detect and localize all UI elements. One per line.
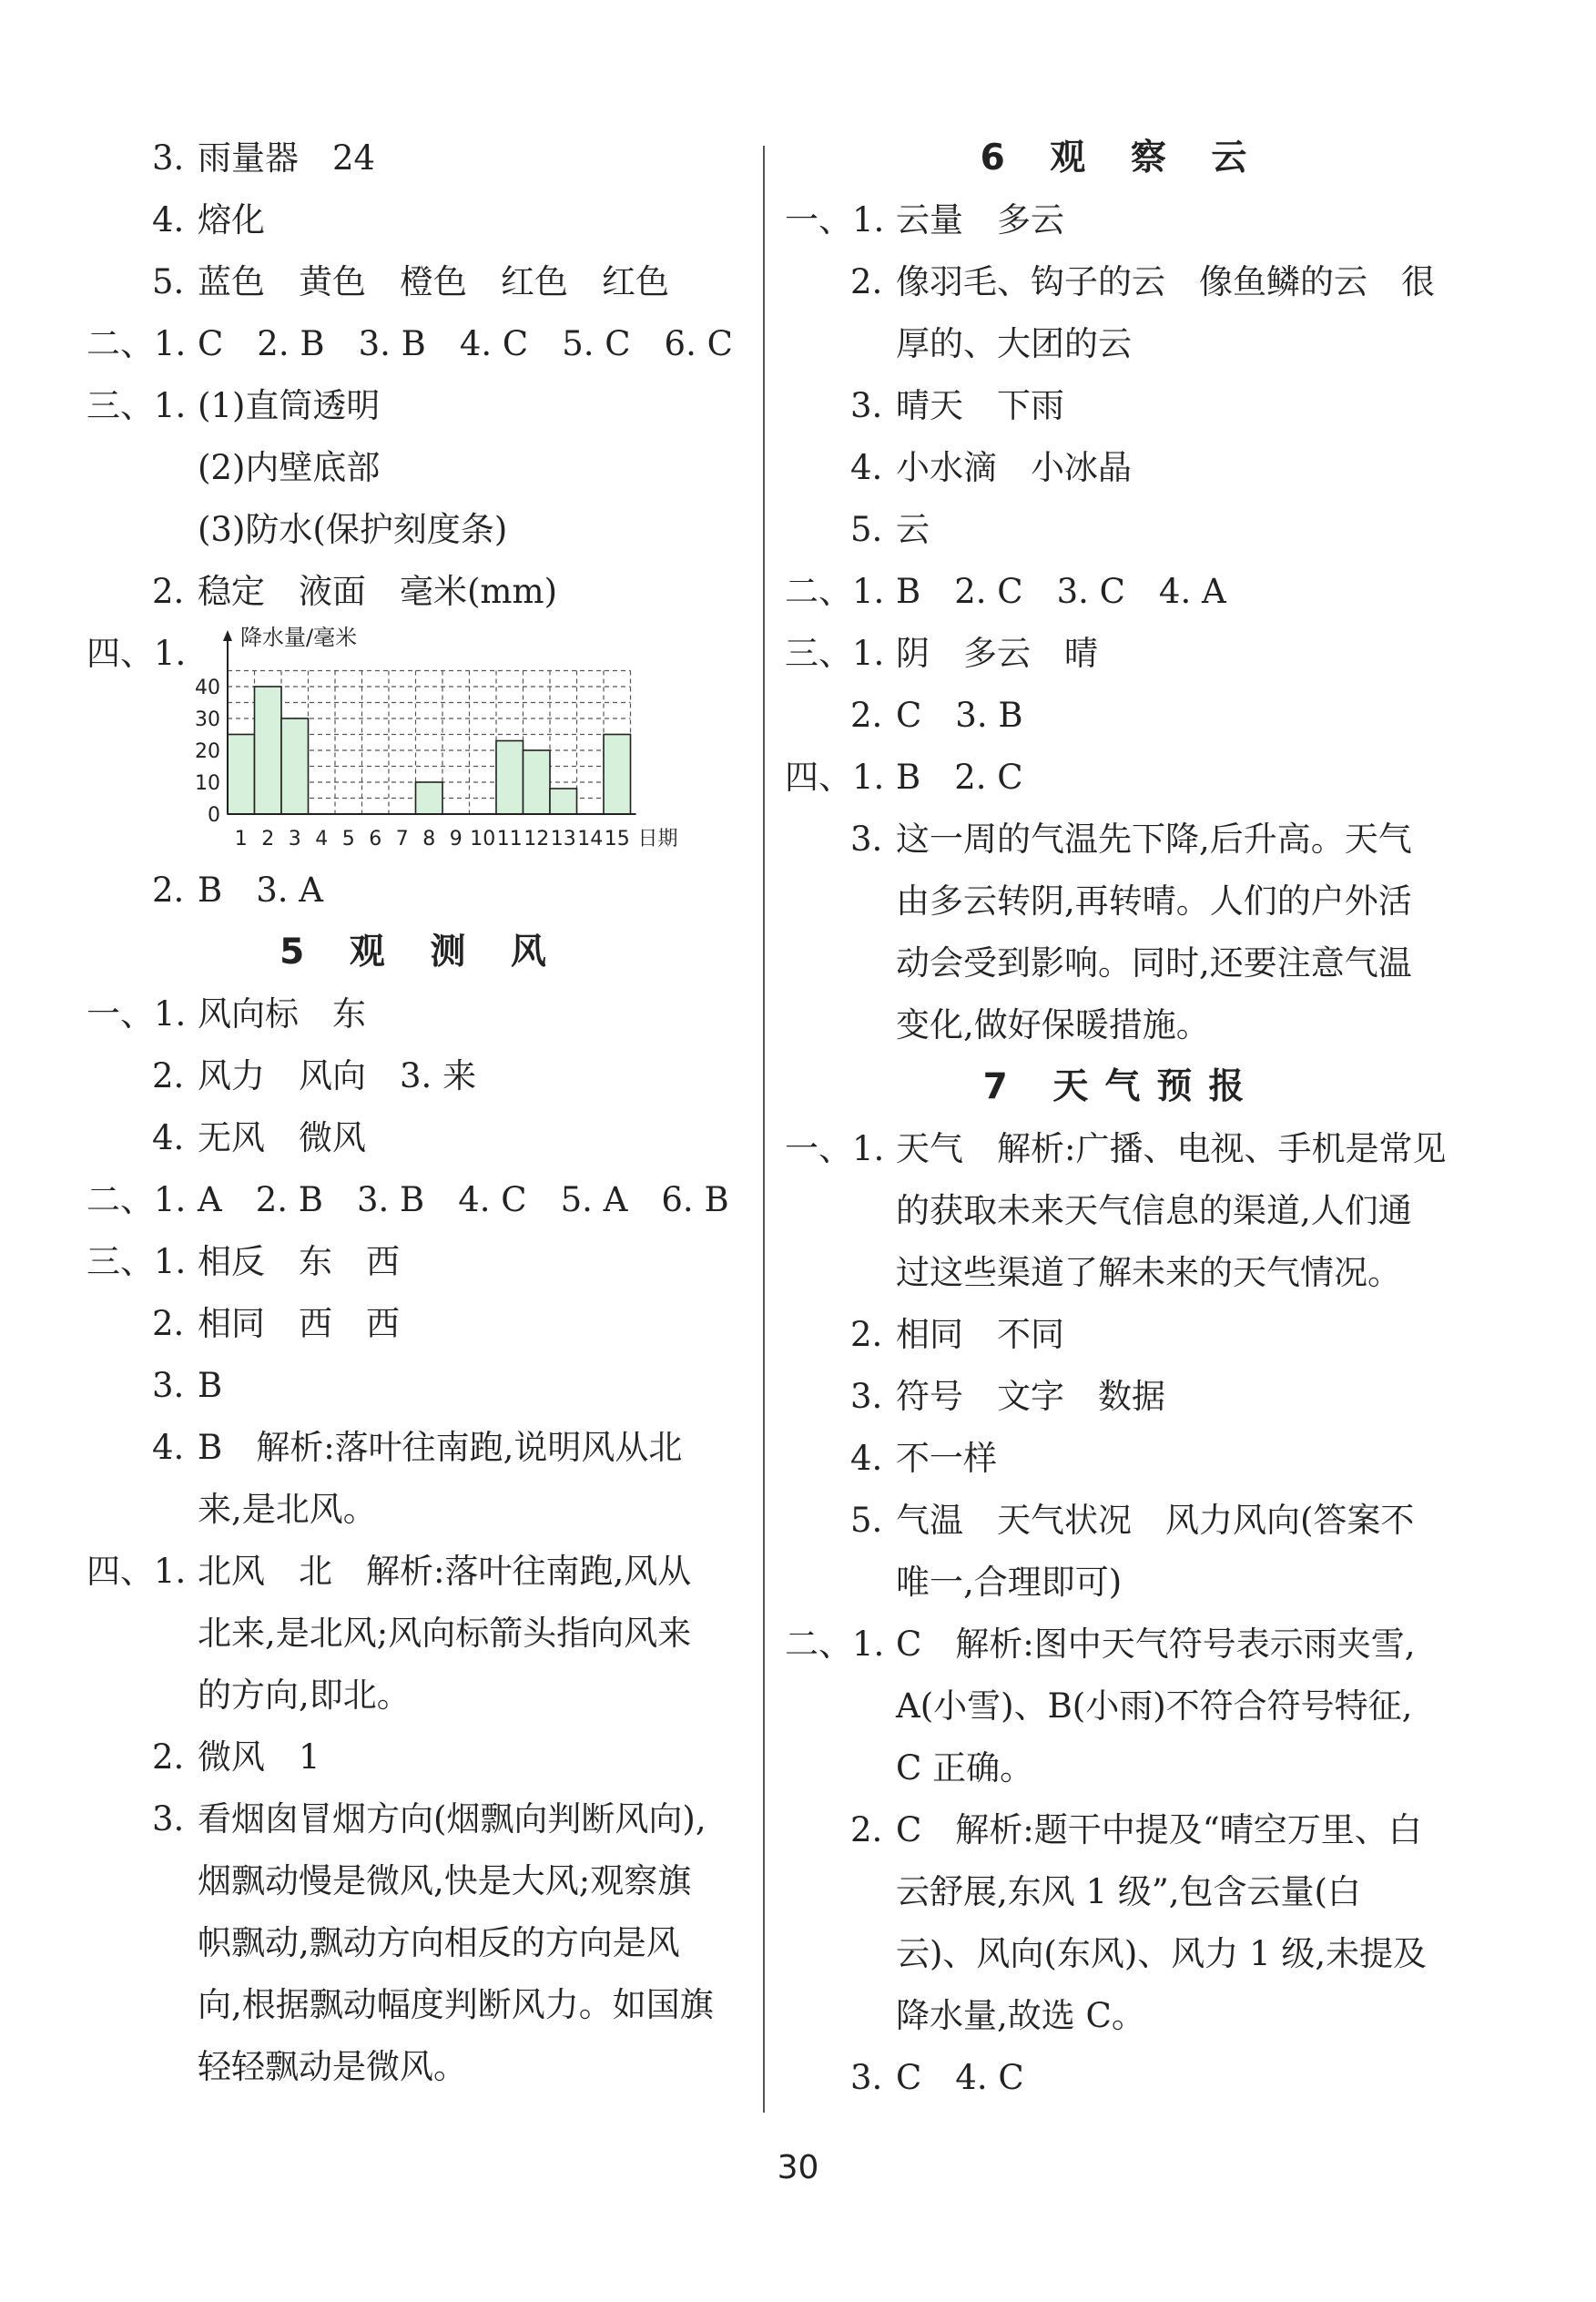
- answer-line: [785, 1180, 1459, 1242]
- answer-text: 云: [896, 510, 930, 549]
- answer-text: 晴天 下雨: [896, 386, 1064, 425]
- question-number: 2.: [850, 696, 883, 735]
- question-number: 2.: [850, 1315, 883, 1354]
- answer-text: 雨量器 24: [198, 138, 376, 178]
- question-number: 一、1.: [785, 200, 885, 239]
- answer-text: C 解析:题干中提及“晴空万里、白: [896, 1810, 1422, 1849]
- answer-text: 不一样: [896, 1439, 997, 1478]
- answer-line: [785, 1799, 1459, 1861]
- answer-text: B 3. A: [198, 871, 323, 910]
- answer-line: [86, 499, 756, 561]
- chart-question-number: 四、1.: [86, 634, 187, 673]
- answer-text: 变化,做好保暖措施。: [896, 1005, 1210, 1044]
- answer-text: (1)直筒透明: [198, 386, 381, 425]
- answer-line: [86, 860, 756, 922]
- bar-day-2: [255, 687, 282, 814]
- answer-text: 相同 不同: [896, 1315, 1064, 1354]
- x-tick-label: 2: [261, 828, 275, 851]
- answer-line: [785, 1985, 1459, 2047]
- right-column: [785, 127, 1459, 2109]
- answer-text: 动会受到影响。同时,还要注意气温: [896, 943, 1412, 983]
- question-number: 三、1.: [785, 634, 885, 673]
- answer-line: [86, 189, 756, 251]
- answer-line: [86, 1912, 756, 1974]
- y-tick-label: 20: [195, 740, 220, 763]
- left-answers-part2: [86, 860, 756, 922]
- question-number: 四、1.: [785, 758, 885, 797]
- y-tick-label: 10: [195, 772, 220, 795]
- x-tick-label: 12: [524, 828, 550, 851]
- answer-line: [785, 1118, 1459, 1180]
- answer-text: 厚的、大团的云: [896, 324, 1132, 363]
- question-number: 2.: [152, 1304, 185, 1343]
- question-number: 4.: [850, 448, 883, 487]
- question-number: 一、1.: [785, 1129, 885, 1168]
- answer-line: [785, 1490, 1459, 1552]
- y-tick-label: 30: [195, 708, 220, 731]
- answer-line: [785, 189, 1459, 251]
- answer-line: [785, 499, 1459, 561]
- question-number: 3.: [850, 820, 883, 859]
- answer-text: 风向标 东: [198, 994, 366, 1034]
- answer-line: [785, 1242, 1459, 1304]
- answer-text: 符号 文字 数据: [896, 1377, 1165, 1416]
- answer-line: [86, 1231, 756, 1293]
- answer-text: 风力 风向 3. 来: [198, 1056, 477, 1095]
- answer-line: [86, 127, 756, 189]
- answer-text: 蓝色 黄色 橙色 红色 红色: [198, 262, 669, 301]
- answer-line: [785, 809, 1459, 871]
- answer-line: [785, 1614, 1459, 1676]
- question-number: 二、1.: [86, 1180, 187, 1219]
- question-number: 5.: [850, 510, 883, 549]
- x-tick-label: 11: [496, 828, 523, 851]
- answer-line: [785, 871, 1459, 932]
- answer-line: [785, 437, 1459, 499]
- question-number: 2.: [152, 871, 185, 910]
- y-axis-arrow: [223, 630, 232, 641]
- answer-line: [785, 2047, 1459, 2109]
- answer-line: [86, 1788, 756, 1850]
- answer-text: A(小雪)、B(小雨)不符合符号特征,: [896, 1686, 1413, 1726]
- answer-text: 稳定 液面 毫米(mm): [198, 572, 558, 611]
- answer-text: 相同 西 西: [198, 1304, 400, 1343]
- answer-text: B 2. C: [896, 758, 1023, 797]
- answer-text: 相反 东 西: [198, 1242, 400, 1281]
- answer-text: C 解析:图中天气符号表示雨夹雪,: [896, 1625, 1416, 1664]
- answer-line: [785, 1676, 1459, 1737]
- section-heading-weather-forecast: 7 天气预报: [982, 1066, 1261, 1107]
- answer-text: 看烟囱冒烟方向(烟飘向判断风向),: [198, 1799, 707, 1839]
- answer-line: [785, 1428, 1459, 1490]
- answer-line: [86, 2036, 756, 2098]
- answer-line: [785, 1861, 1459, 1923]
- answer-text: (2)内壁底部: [198, 448, 381, 487]
- answer-line: [86, 1479, 756, 1541]
- answer-text: 云舒展,东风 1 级”,包含云量(白: [896, 1872, 1361, 1911]
- answer-text: 小水滴 小冰晶: [896, 448, 1132, 487]
- answer-text: (3)防水(保护刻度条): [198, 510, 508, 549]
- x-tick-label: 15: [604, 828, 630, 851]
- answer-text: 向,根据飘动幅度判断风力。如国旗: [198, 1985, 714, 2024]
- answer-text: 北来,是北风;风向标箭头指向风来: [198, 1614, 692, 1653]
- answer-text: B: [198, 1366, 223, 1405]
- answer-line: [86, 1603, 756, 1665]
- answer-text: C 2. B 3. B 4. C 5. C 6. C: [198, 324, 733, 363]
- answer-text: B 解析:落叶往南跑,说明风从北: [198, 1428, 683, 1467]
- x-tick-label: 10: [470, 828, 496, 851]
- answer-text: 过这些渠道了解未来的天气情况。: [896, 1253, 1401, 1292]
- y-tick-label: 40: [195, 677, 220, 699]
- answer-line: [86, 251, 756, 313]
- answer-text: 帜飘动,飘动方向相反的方向是风: [198, 1923, 680, 1962]
- answer-line: [86, 437, 756, 499]
- answer-text: 云)、风向(东风)、风力 1 级,未提及: [896, 1934, 1428, 1973]
- question-number: 2.: [152, 1056, 185, 1095]
- answer-line: [785, 1366, 1459, 1428]
- question-number: 3.: [850, 2058, 883, 2097]
- left-answers-part3: [86, 983, 756, 2098]
- answer-text: C 4. C: [896, 2058, 1024, 2097]
- answer-line: [86, 313, 756, 375]
- answer-text: 微风 1: [198, 1737, 320, 1777]
- answer-text: 这一周的气温先下降,后升高。天气: [896, 820, 1412, 859]
- section-heading-observe-wind: 5 观 测 风: [280, 932, 563, 973]
- x-tick-label: 4: [315, 828, 329, 851]
- answer-text: 阴 多云 晴: [896, 634, 1098, 673]
- answer-line: [785, 313, 1459, 375]
- answer-text: 烟飘动慢是微风,快是大风;观察旗: [198, 1861, 692, 1900]
- question-number: 2.: [850, 262, 883, 301]
- answer-line: [785, 1923, 1459, 1985]
- answer-text: 降水量,故选 C。: [896, 1996, 1145, 2035]
- answer-text: 熔化: [198, 200, 265, 239]
- x-tick-label: 14: [577, 828, 604, 851]
- precipitation-chart-row: [86, 623, 756, 860]
- page-number: 30: [777, 2149, 819, 2186]
- x-tick-label: 6: [369, 828, 382, 851]
- answer-line: [86, 1541, 756, 1603]
- answer-line: [785, 685, 1459, 747]
- answer-text: 唯一,合理即可): [896, 1563, 1123, 1602]
- question-number: 一、1.: [86, 994, 187, 1034]
- answer-line: [785, 623, 1459, 685]
- question-number: 三、1.: [86, 1242, 187, 1281]
- question-number: 4.: [152, 200, 185, 239]
- bar-day-15: [604, 735, 631, 815]
- answer-text: 轻轻飘动是微风。: [198, 2047, 467, 2086]
- question-number: 三、1.: [86, 386, 187, 425]
- question-number: 5.: [152, 262, 185, 301]
- left-column: [86, 127, 756, 2098]
- x-tick-label: 9: [449, 828, 463, 851]
- answer-line: [86, 983, 756, 1045]
- answer-line: [785, 932, 1459, 994]
- answer-text: 的获取未来天气信息的渠道,人们通: [896, 1191, 1412, 1230]
- answer-line: [86, 1355, 756, 1417]
- bar-day-1: [228, 735, 255, 815]
- answer-line: [785, 1304, 1459, 1366]
- answer-line: [86, 561, 756, 623]
- question-number: 二、1.: [785, 1625, 885, 1664]
- bar-day-13: [550, 789, 577, 814]
- answer-text: 北风 北 解析:落叶往南跑,风从: [198, 1552, 692, 1591]
- right-answers-part1: [785, 189, 1459, 1056]
- answer-text: A 2. B 3. B 4. C 5. A 6. B: [198, 1180, 729, 1219]
- x-tick-label: 3: [288, 828, 301, 851]
- answer-line: [785, 251, 1459, 313]
- question-number: 4.: [850, 1439, 883, 1478]
- column-divider: [763, 146, 765, 2113]
- answer-text: C 正确。: [896, 1748, 1034, 1788]
- x-tick-label: 1: [234, 828, 248, 851]
- question-number: 3.: [152, 1799, 185, 1839]
- answer-line: [86, 375, 756, 437]
- answer-text: 由多云转阴,再转晴。人们的户外活: [896, 881, 1412, 921]
- answer-line: [86, 1107, 756, 1169]
- answer-line: [86, 1169, 756, 1231]
- answer-text: 的方向,即北。: [198, 1676, 411, 1715]
- answer-text: 来,是北风。: [198, 1490, 377, 1529]
- answer-line: [785, 561, 1459, 623]
- answer-text: 天气 解析:广播、电视、手机是常见: [896, 1129, 1447, 1168]
- question-number: 2.: [850, 1810, 883, 1849]
- question-number: 2.: [152, 572, 185, 611]
- answer-line: [86, 1045, 756, 1107]
- answer-line: [785, 375, 1459, 437]
- question-number: 4.: [152, 1428, 185, 1467]
- question-number: 3.: [850, 386, 883, 425]
- question-number: 3.: [850, 1377, 883, 1416]
- x-tick-label: 5: [341, 828, 355, 851]
- section-heading-observe-clouds: 6 观 察 云: [980, 138, 1264, 178]
- answer-text: 气温 天气状况 风力风向(答案不: [896, 1501, 1415, 1540]
- bar-day-8: [416, 782, 443, 814]
- answer-text: B 2. C 3. C 4. A: [896, 572, 1226, 611]
- x-axis-label: 日期: [637, 828, 678, 851]
- answer-line: [785, 1737, 1459, 1799]
- answer-line: [785, 747, 1459, 809]
- question-number: 2.: [152, 1737, 185, 1777]
- answer-line: [785, 994, 1459, 1056]
- question-number: 四、1.: [86, 1552, 187, 1591]
- question-number: 4.: [152, 1118, 185, 1157]
- question-number: 二、1.: [785, 572, 885, 611]
- bar-day-12: [524, 750, 551, 814]
- question-number: 5.: [850, 1501, 883, 1540]
- y-tick-label: 0: [208, 804, 220, 827]
- answer-text: 云量 多云: [896, 200, 1064, 239]
- x-tick-label: 8: [422, 828, 436, 851]
- x-tick-label: 13: [550, 828, 576, 851]
- question-number: 3.: [152, 138, 185, 178]
- answer-line: [86, 1665, 756, 1726]
- bar-day-11: [496, 741, 524, 815]
- question-number: 3.: [152, 1366, 185, 1405]
- x-tick-label: 7: [395, 828, 409, 851]
- answer-line: [86, 1726, 756, 1788]
- answer-line: [86, 1417, 756, 1479]
- left-answers-part1: [86, 127, 756, 623]
- answer-line: [785, 1552, 1459, 1614]
- answer-text: C 3. B: [896, 696, 1023, 735]
- answer-line: [86, 1974, 756, 2036]
- answer-line: [86, 1850, 756, 1912]
- bar-day-3: [281, 718, 309, 814]
- right-answers-part2: [785, 1118, 1459, 2109]
- answer-text: 像羽毛、钩子的云 像鱼鳞的云 很: [896, 262, 1435, 301]
- precipitation-bar-chart: [173, 623, 737, 851]
- question-number: 二、1.: [86, 324, 187, 363]
- answer-text: 无风 微风: [198, 1118, 366, 1157]
- y-axis-label: 降水量/毫米: [240, 625, 358, 650]
- answer-line: [86, 1293, 756, 1355]
